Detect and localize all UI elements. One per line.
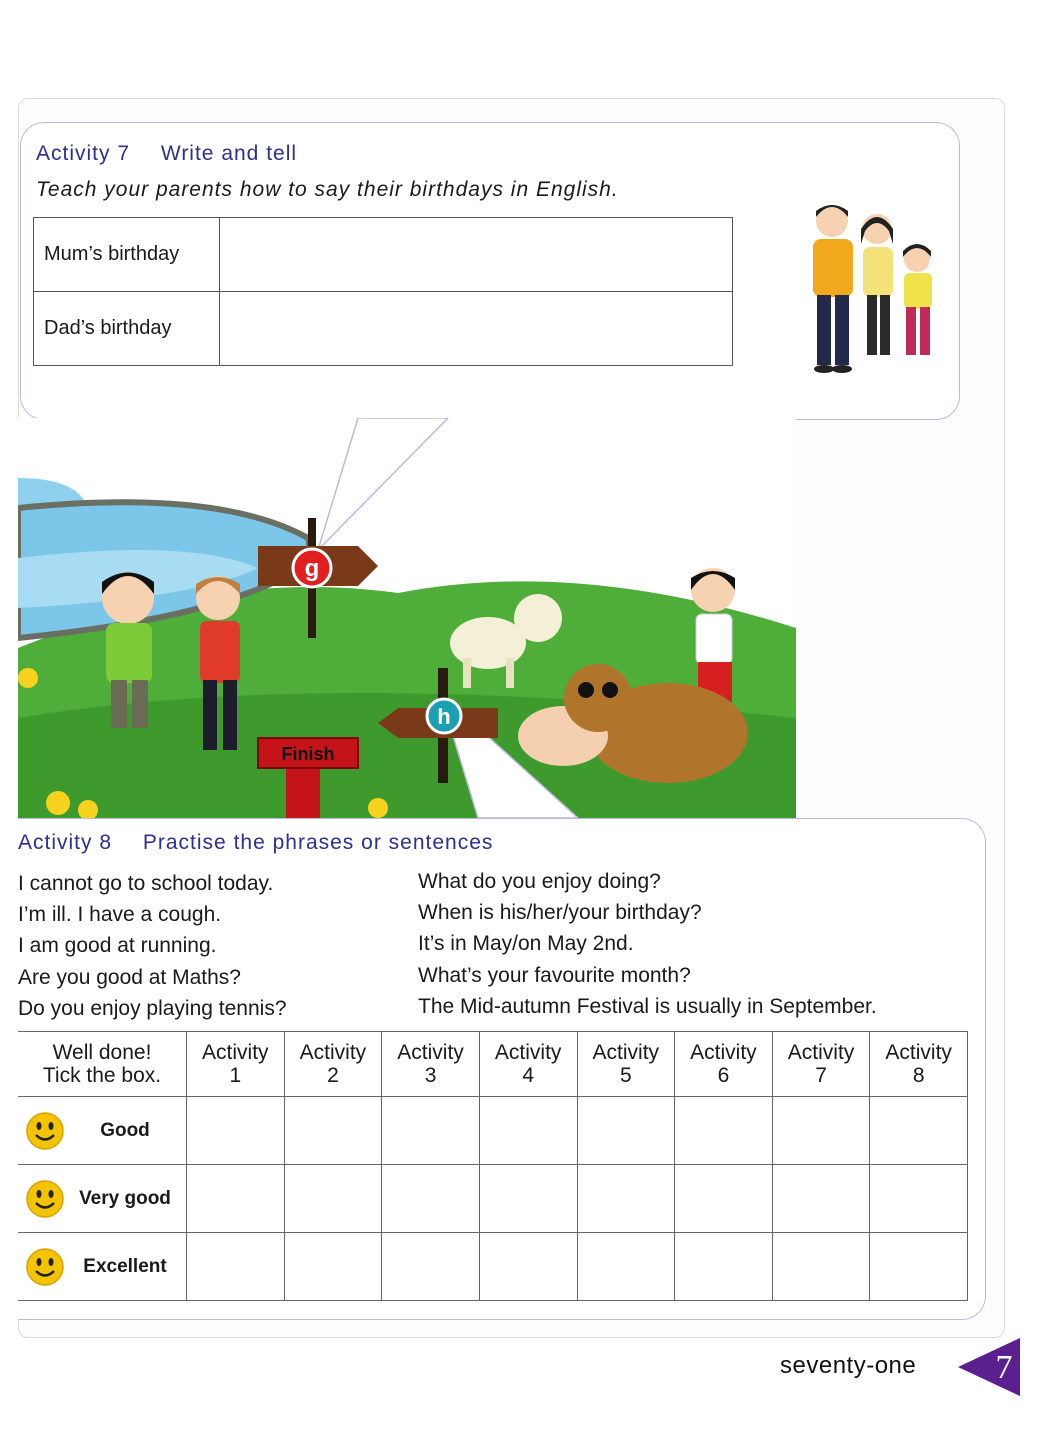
row-label-excellent: [18, 1233, 187, 1301]
column-word: Activity: [299, 1041, 367, 1064]
table-row: [34, 292, 733, 366]
column-word: Activity: [494, 1041, 562, 1064]
tick-the-box-text: Tick the box.: [42, 1064, 162, 1087]
table-header-row: [18, 1032, 968, 1097]
column-word: Activity: [885, 1041, 952, 1064]
tick-cell[interactable]: [675, 1097, 773, 1165]
activity-7-instruction: Teach your parents how to say their birthdays in English.: [36, 178, 619, 201]
column-word: Activity: [397, 1041, 464, 1064]
page-number-digit: 7: [995, 1349, 1013, 1386]
column-number: 2: [327, 1064, 339, 1087]
tick-cell[interactable]: [870, 1233, 968, 1301]
family-illustration: [797, 199, 947, 384]
tick-cell[interactable]: [577, 1233, 675, 1301]
tick-cell[interactable]: [577, 1097, 675, 1165]
column-number: 5: [619, 1064, 632, 1087]
tick-cell[interactable]: [772, 1097, 870, 1165]
tick-cell[interactable]: [479, 1233, 577, 1301]
column-number: 8: [912, 1064, 925, 1087]
phrase-line: What do you enjoy doing?: [418, 870, 661, 893]
page-number-badge: [958, 1338, 1020, 1396]
tick-cell[interactable]: [870, 1097, 968, 1165]
smiley-icon: [25, 1179, 65, 1219]
phrase-line: I am good at running.: [18, 934, 217, 958]
column-word: Activity: [787, 1041, 855, 1064]
row-label-text: Good: [100, 1119, 150, 1141]
sign-g-letter: g: [304, 555, 320, 582]
tick-cell[interactable]: [577, 1165, 675, 1233]
self-assessment-table: [18, 1031, 968, 1301]
row-label-very-good: [18, 1165, 187, 1233]
phrase-line: The Mid-autumn Festival is usually in September.: [418, 994, 877, 1018]
well-done-header: [18, 1032, 187, 1097]
tick-cell[interactable]: [772, 1233, 870, 1301]
activity-7-heading: [36, 142, 297, 166]
activity-8-number: Activity 8: [18, 831, 113, 854]
tick-cell[interactable]: [675, 1233, 773, 1301]
row-label-good: [18, 1097, 187, 1165]
tick-cell[interactable]: [382, 1233, 480, 1301]
phrase-line: I’m ill. I have a cough.: [18, 903, 222, 927]
phrase-line: What’s your favourite month?: [418, 963, 691, 987]
page-number-words: seventy-one: [780, 1352, 917, 1379]
tick-cell[interactable]: [382, 1097, 480, 1165]
table-row: [34, 218, 733, 292]
tick-cell[interactable]: [675, 1165, 773, 1233]
dad-birthday-field[interactable]: [220, 292, 733, 366]
column-number: 6: [717, 1064, 730, 1087]
tick-cell[interactable]: [284, 1097, 382, 1165]
phrase-line: Are you good at Maths?: [18, 965, 241, 989]
activity-7-title: Write and tell: [160, 142, 298, 165]
activity-8-title: Practise the phrases or sentences: [142, 831, 494, 854]
mum-birthday-field[interactable]: [220, 218, 733, 292]
activity-8-heading: [18, 831, 493, 855]
tick-cell[interactable]: [187, 1165, 285, 1233]
tick-cell[interactable]: [187, 1097, 285, 1165]
column-word: Activity: [202, 1041, 269, 1064]
tick-cell[interactable]: [870, 1165, 968, 1233]
birthday-table: [33, 217, 733, 366]
tick-cell[interactable]: [382, 1165, 480, 1233]
column-header-activity-8: [870, 1032, 968, 1097]
well-done-text: Well done!: [52, 1041, 152, 1064]
phrases-left-column: [18, 868, 287, 1024]
column-header-activity-6: [675, 1032, 773, 1097]
sign-h-letter: h: [437, 704, 451, 729]
finish-sign-label: Finish: [281, 744, 335, 764]
phrase-line: I cannot go to school today.: [18, 872, 274, 895]
phrases-right-column: [418, 866, 877, 1022]
tick-cell[interactable]: [479, 1097, 577, 1165]
phrase-line: Do you enjoy playing tennis?: [18, 996, 287, 1020]
tick-cell[interactable]: [284, 1165, 382, 1233]
board-game-illustration: [18, 418, 796, 818]
dad-birthday-label: Dad’s birthday: [34, 292, 220, 366]
column-word: Activity: [690, 1041, 757, 1064]
table-row: [18, 1165, 968, 1233]
column-number: 3: [424, 1064, 437, 1087]
column-number: 4: [522, 1064, 535, 1087]
smiley-icon: [25, 1111, 65, 1151]
column-header-activity-5: [577, 1032, 675, 1097]
phrase-line: When is his/her/your birthday?: [418, 901, 702, 925]
column-header-activity-4: [479, 1032, 577, 1097]
activity-7-number: Activity 7: [36, 142, 131, 165]
column-header-activity-7: [772, 1032, 870, 1097]
tick-cell[interactable]: [187, 1233, 285, 1301]
phrase-line: It’s in May/on May 2nd.: [418, 932, 634, 956]
smiley-icon: [25, 1247, 65, 1287]
column-number: 1: [229, 1064, 242, 1087]
column-number: 7: [815, 1064, 827, 1087]
tick-cell[interactable]: [479, 1165, 577, 1233]
column-header-activity-3: [382, 1032, 480, 1097]
table-row: [18, 1097, 968, 1165]
tick-cell[interactable]: [772, 1165, 870, 1233]
column-word: Activity: [592, 1041, 660, 1064]
column-header-activity-2: [284, 1032, 382, 1097]
row-label-text: Very good: [79, 1187, 171, 1209]
table-row: [18, 1233, 968, 1301]
mum-birthday-label: Mum’s birthday: [34, 218, 220, 292]
column-header-activity-1: [187, 1032, 285, 1097]
row-label-text: Excellent: [83, 1255, 167, 1277]
tick-cell[interactable]: [284, 1233, 382, 1301]
